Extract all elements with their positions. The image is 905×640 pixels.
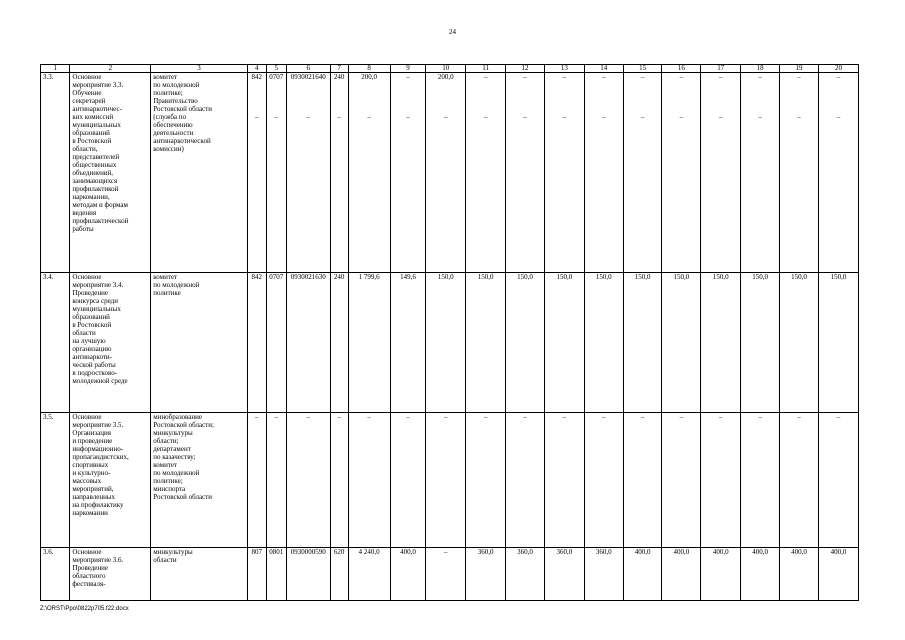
- data-cell: 150,0: [506, 273, 545, 413]
- data-cell: –: [286, 413, 330, 548]
- column-number: 8: [348, 65, 390, 73]
- table-row: [41, 73, 859, 273]
- table-header-row: [41, 65, 859, 73]
- column-number: 11: [466, 65, 506, 73]
- executor: комитет по молодежной политике; Правительство Ростовской области (служба по обеспечению деятельности антинаркотической комиссии): [151, 73, 248, 273]
- data-cell: – –: [584, 73, 623, 273]
- column-number: 19: [780, 65, 819, 73]
- data-cell: – –: [506, 73, 545, 273]
- data-cell: –: [247, 413, 266, 548]
- executor: комитет по молодежной политике: [151, 273, 248, 413]
- row-number: 3.4.: [41, 273, 70, 413]
- activity-name: Основное мероприятие 3.3. Обучение секретарей антинаркотичес- ких комиссий муниципальных образований в Ростовской области, представителей общественных объединений, занимающихся профилактикой наркомании, методам и формам ведения профилактической работы: [70, 73, 151, 273]
- data-cell: 0930021640 –: [286, 73, 330, 273]
- data-cell: 149,6: [390, 273, 426, 413]
- data-cell: 360,0: [466, 548, 506, 601]
- data-cell: 620: [330, 548, 348, 601]
- executor: минкультуры области: [151, 548, 248, 601]
- column-number: 20: [818, 65, 858, 73]
- data-cell: 150,0: [780, 273, 819, 413]
- table-row: [41, 548, 859, 601]
- column-number: 10: [426, 65, 466, 73]
- activity-name: Основное мероприятие 3.5. Организация и проведение информационно- пропагандистских, спортивных и культурно- массовых мероприятий, направленных на профилактику наркомании: [70, 413, 151, 548]
- page-number: 24: [449, 28, 456, 36]
- table-row: [41, 273, 859, 413]
- column-number: 4: [247, 65, 266, 73]
- data-cell: 360,0: [544, 548, 584, 601]
- data-cell: 150,0: [544, 273, 584, 413]
- column-number: 9: [390, 65, 426, 73]
- data-cell: –: [466, 413, 506, 548]
- data-cell: 1 799,6: [348, 273, 390, 413]
- data-cell: –: [426, 413, 466, 548]
- activity-name: Основное мероприятие 3.6. Проведение областного фестиваля-: [70, 548, 151, 601]
- data-cell: –: [266, 413, 286, 548]
- data-cell: –: [330, 413, 348, 548]
- data-cell: – –: [780, 73, 819, 273]
- program-table: [40, 64, 859, 601]
- column-number: 14: [584, 65, 623, 73]
- column-number: 12: [506, 65, 545, 73]
- data-cell: –: [780, 413, 819, 548]
- row-number: 3.3.: [41, 73, 70, 273]
- row-number: 3.5.: [41, 413, 70, 548]
- data-cell: 0930000590: [286, 548, 330, 601]
- data-cell: 400,0: [390, 548, 426, 601]
- column-number: 1: [41, 65, 70, 73]
- column-number: 17: [701, 65, 741, 73]
- data-cell: – –: [701, 73, 741, 273]
- data-cell: –: [584, 413, 623, 548]
- data-cell: 150,0: [584, 273, 623, 413]
- data-cell: 842 –: [247, 73, 266, 273]
- data-cell: –: [818, 413, 858, 548]
- data-cell: 240: [330, 273, 348, 413]
- data-cell: – –: [390, 73, 426, 273]
- data-cell: 150,0: [466, 273, 506, 413]
- data-cell: 807: [247, 548, 266, 601]
- column-number: 18: [741, 65, 780, 73]
- column-number: 15: [623, 65, 662, 73]
- column-number: 5: [266, 65, 286, 73]
- data-cell: 150,0: [818, 273, 858, 413]
- data-cell: –: [741, 413, 780, 548]
- data-cell: 0930021630: [286, 273, 330, 413]
- data-cell: 150,0: [623, 273, 662, 413]
- data-cell: –: [390, 413, 426, 548]
- data-cell: – –: [623, 73, 662, 273]
- column-number: 6: [286, 65, 330, 73]
- data-cell: – –: [466, 73, 506, 273]
- table-row: [41, 413, 859, 548]
- data-cell: –: [544, 413, 584, 548]
- data-cell: –: [623, 413, 662, 548]
- data-cell: –: [348, 413, 390, 548]
- data-cell: –: [662, 413, 701, 548]
- data-cell: 400,0: [623, 548, 662, 601]
- activity-name: Основное мероприятие 3.4. Проведение конкурса среди муниципальных образований в Ростовской области на лучшую организацию антинаркоти- ческой работы в подростково- молодежной среде: [70, 273, 151, 413]
- data-cell: 0801: [266, 548, 286, 601]
- data-cell: 200,0 –: [348, 73, 390, 273]
- data-cell: 400,0: [818, 548, 858, 601]
- data-cell: 0707: [266, 273, 286, 413]
- row-number: 3.6.: [41, 548, 70, 601]
- data-cell: 240 –: [330, 73, 348, 273]
- column-number: 16: [662, 65, 701, 73]
- data-cell: 0707 –: [266, 73, 286, 273]
- data-cell: 400,0: [701, 548, 741, 601]
- data-cell: – –: [818, 73, 858, 273]
- data-cell: 200,0 –: [426, 73, 466, 273]
- data-cell: 4 240,0: [348, 548, 390, 601]
- data-cell: – –: [544, 73, 584, 273]
- data-cell: –: [426, 548, 466, 601]
- data-cell: 150,0: [426, 273, 466, 413]
- file-path-footer: Z:\ORST\Ppo\0822p705.f22.docx: [40, 606, 129, 612]
- data-cell: 150,0: [701, 273, 741, 413]
- column-number: 2: [70, 65, 151, 73]
- data-cell: – –: [741, 73, 780, 273]
- executor: минобразование Ростовской области; минкультуры области; департамент по казачеству; комитет по молодежной политике; минспорта Ростовской области: [151, 413, 248, 548]
- data-cell: 400,0: [741, 548, 780, 601]
- data-cell: –: [701, 413, 741, 548]
- data-cell: 150,0: [662, 273, 701, 413]
- data-cell: 842: [247, 273, 266, 413]
- data-cell: –: [506, 413, 545, 548]
- column-number: 7: [330, 65, 348, 73]
- data-cell: – –: [662, 73, 701, 273]
- column-number: 3: [151, 65, 248, 73]
- data-cell: 360,0: [506, 548, 545, 601]
- data-cell: 360,0: [584, 548, 623, 601]
- data-cell: 400,0: [780, 548, 819, 601]
- data-cell: 400,0: [662, 548, 701, 601]
- data-cell: 150,0: [741, 273, 780, 413]
- column-number: 13: [544, 65, 584, 73]
